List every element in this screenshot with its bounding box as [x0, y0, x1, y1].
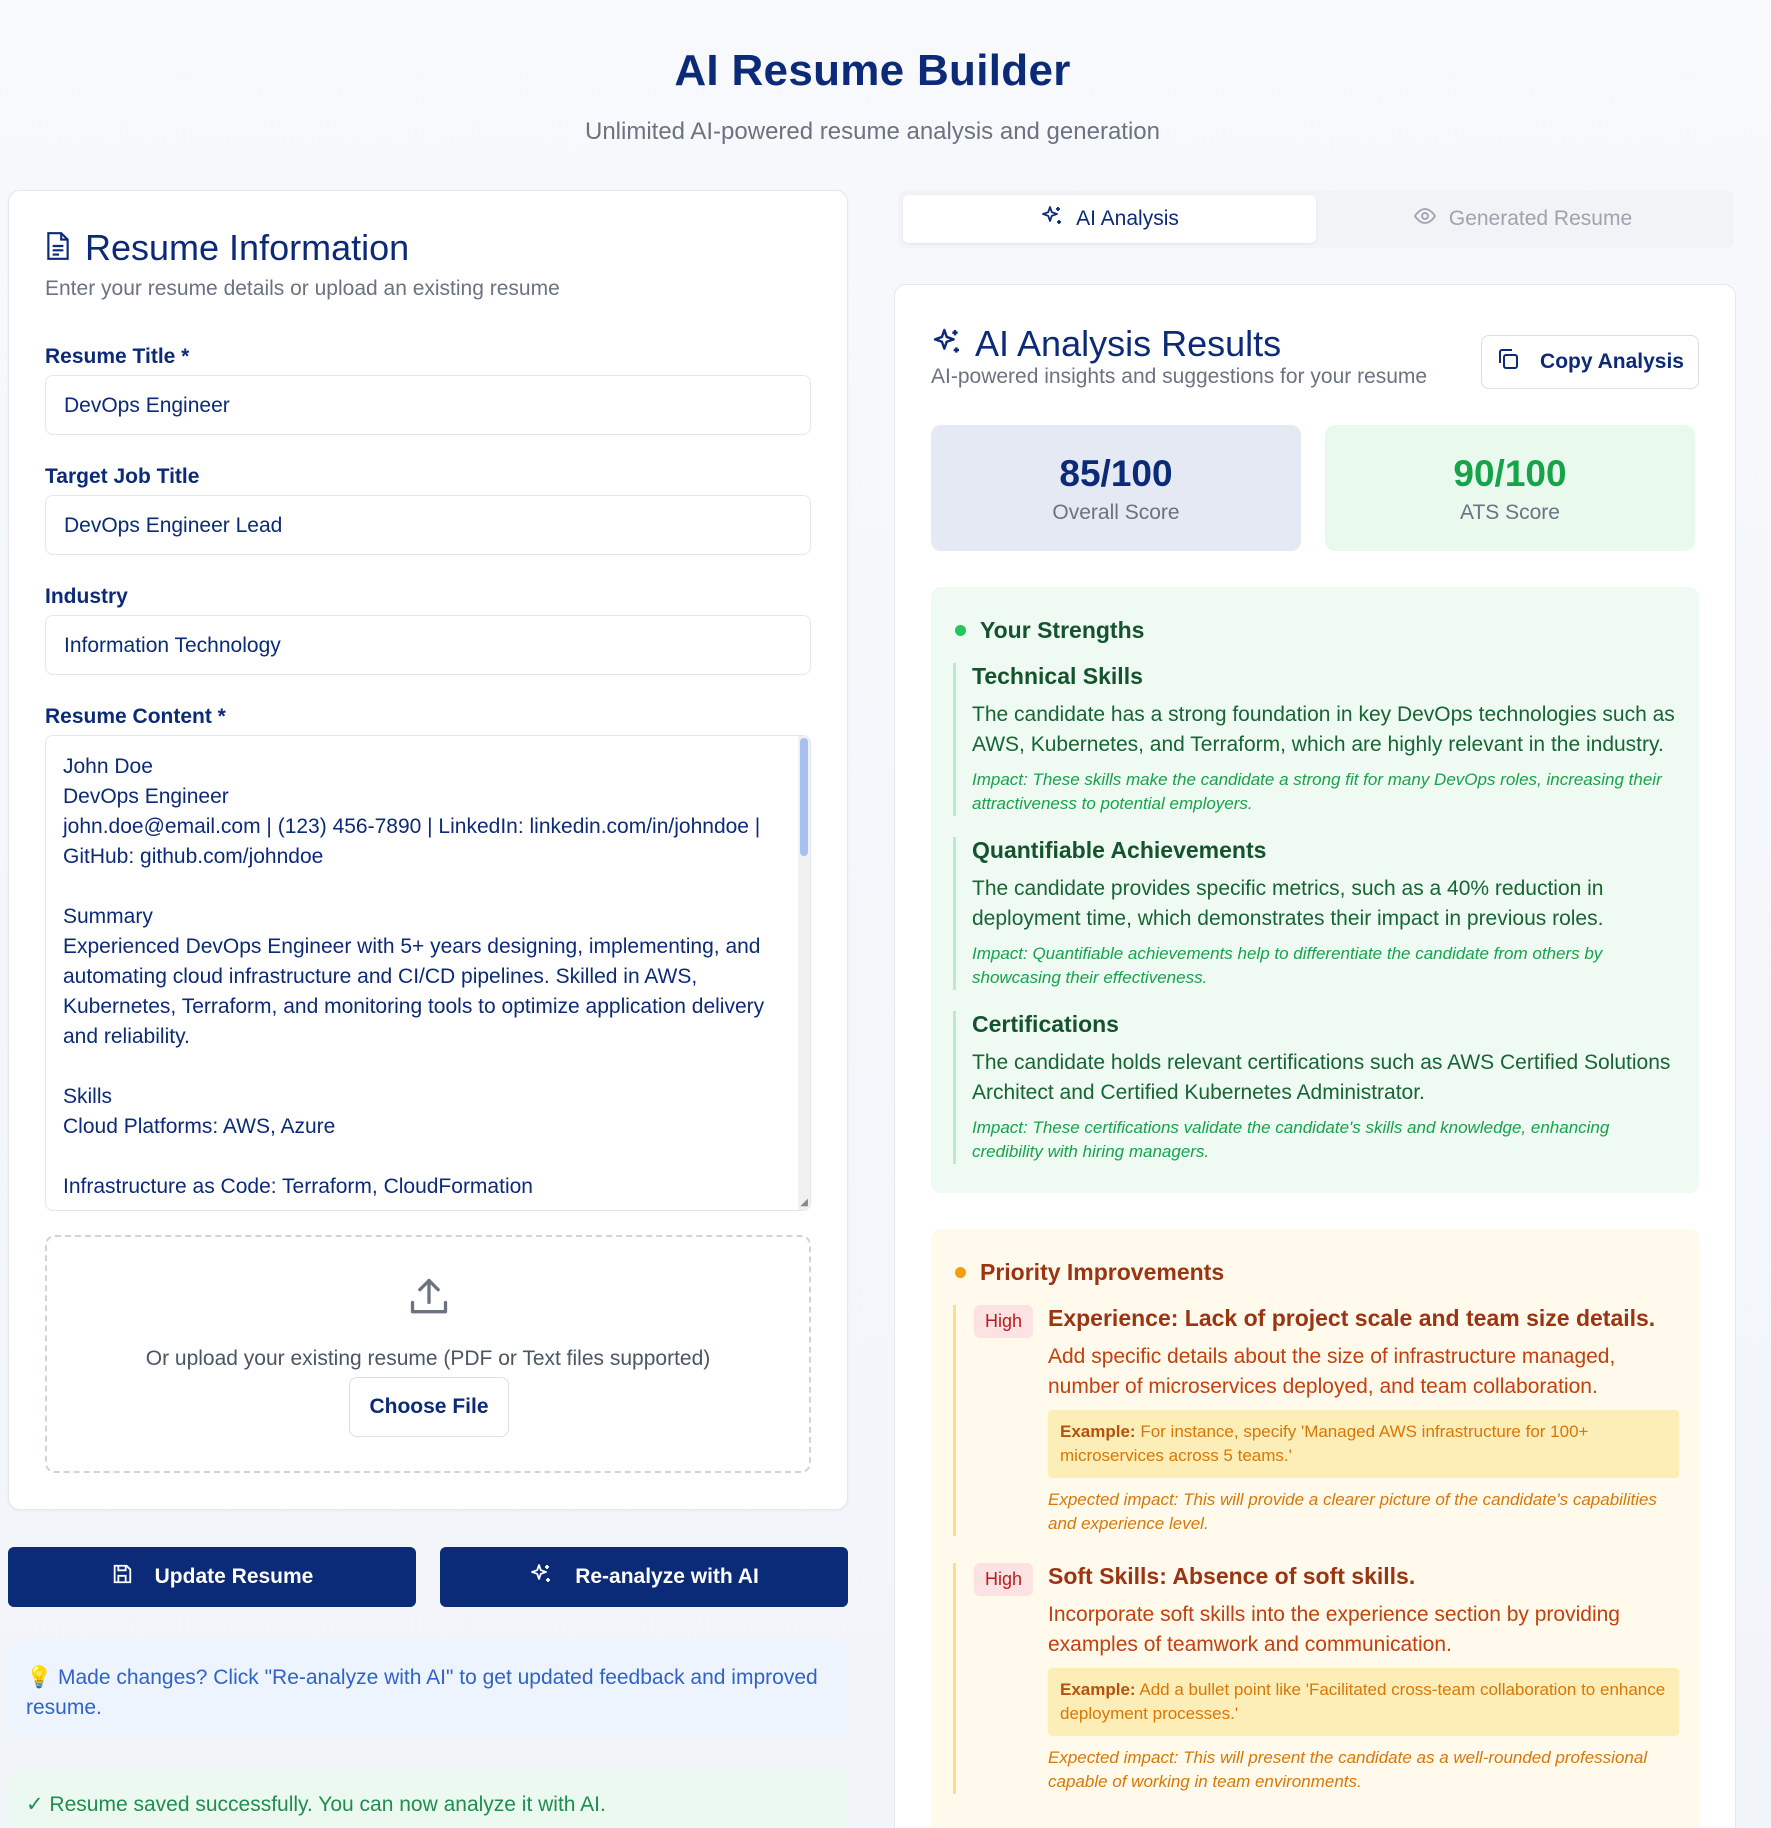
resume-content-textarea[interactable]	[45, 735, 811, 1211]
improvement-desc: Add specific details about the size of infrastructure managed, number of microservices deployed, and team collaboration.	[1048, 1345, 1616, 1398]
strength-item	[953, 663, 1679, 816]
resume-info-title: Resume Information	[85, 227, 410, 268]
improvements-section	[931, 1229, 1699, 1828]
strength-desc: The candidate provides specific metrics, such as a 40% reduction in deployment time, which demonstrates their impact in previous roles.	[972, 877, 1604, 930]
strength-item	[953, 837, 1679, 990]
strengths-section	[931, 587, 1699, 1193]
reanalyze-button[interactable]	[440, 1547, 848, 1607]
tip-message: 💡 Made changes? Click "Re-analyze with AI" to get updated feedback and improved resume.	[8, 1641, 848, 1737]
ats-score-label: ATS Score	[1460, 501, 1560, 524]
industry-input[interactable]: Information Technology	[45, 615, 811, 675]
analysis-title: AI Analysis Results	[975, 323, 1282, 364]
improvement-item	[953, 1305, 1679, 1536]
resume-content-text: John Doe DevOps Engineer john.doe@email.com | (123) 456-7890 | LinkedIn: linkedin.com/in/johndoe | GitHub: github.com/johndoe Summary Experienced DevOps Engineer with 5+ years designing, implementing, and automating cloud infrastructure and CI/CD pipelines. Skilled in AWS, Kubernetes, Terraform, and monitoring tools to optimize application delivery and reliability. Skills Cloud Platforms: AWS, Azure Infrastructure as Code: Terraform, CloudFormation	[63, 755, 765, 1198]
tab-label: AI Analysis	[1076, 207, 1179, 230]
result-tabs	[898, 190, 1734, 248]
document-icon	[45, 231, 71, 266]
copy-icon	[1496, 347, 1520, 377]
improvement-desc: Incorporate soft skills into the experience section by providing examples of teamwork and communication.	[1048, 1603, 1620, 1656]
resume-title-input[interactable]: DevOps Engineer	[45, 375, 811, 435]
upload-dropzone[interactable]	[45, 1235, 811, 1473]
copy-analysis-label: Copy Analysis	[1540, 350, 1684, 373]
upload-text: Or upload your existing resume (PDF or Text files supported)	[145, 1347, 711, 1370]
card-title	[45, 227, 409, 269]
improvements-heading	[955, 1259, 1224, 1286]
improvement-impact: Expected impact: This will provide a clearer picture of the candidate's capabilities and experience level.	[1048, 1490, 1657, 1533]
overall-score-label: Overall Score	[1052, 501, 1180, 524]
priority-badge: High	[974, 1563, 1033, 1596]
resume-info-subtitle: Enter your resume details or upload an existing resume	[45, 277, 560, 300]
example-label: Example:	[1060, 1422, 1136, 1441]
improvement-title: Experience: Lack of project scale and team size details.	[1048, 1305, 1656, 1331]
scroll-thumb[interactable]	[800, 738, 808, 856]
orange-dot-icon	[955, 1267, 966, 1278]
ats-score-value: 90/100	[1453, 453, 1567, 494]
priority-badge: High	[974, 1305, 1033, 1338]
green-dot-icon	[955, 625, 966, 636]
resume-content-label: Resume Content *	[45, 705, 226, 728]
success-message: ✓ Resume saved successfully. You can now analyze it with AI.	[8, 1770, 848, 1828]
strength-desc: The candidate has a strong foundation in key DevOps technologies such as AWS, Kubernetes, and Terraform, which are highly relevant in the industry.	[972, 703, 1675, 756]
overall-score-card	[931, 425, 1301, 551]
strength-item	[953, 1011, 1679, 1164]
strength-title: Technical Skills	[972, 663, 1143, 689]
improvement-example	[1048, 1410, 1679, 1478]
strength-impact: Impact: Quantifiable achievements help to differentiate the candidate from others by showcasing their effectiveness.	[972, 944, 1603, 987]
target-job-input[interactable]: DevOps Engineer Lead	[45, 495, 811, 555]
page-header	[0, 0, 1745, 146]
reanalyze-label: Re-analyze with AI	[575, 1565, 759, 1588]
improvement-item	[953, 1563, 1679, 1794]
analysis-title-row	[931, 323, 1281, 365]
resume-information-card	[8, 190, 848, 1510]
improvement-example	[1048, 1668, 1679, 1736]
page-title: AI Resume Builder	[674, 46, 1071, 95]
example-label: Example:	[1060, 1680, 1136, 1699]
target-job-label: Target Job Title	[45, 465, 200, 488]
update-resume-button[interactable]	[8, 1547, 416, 1607]
strength-impact: Impact: These skills make the candidate a strong fit for many DevOps roles, increasing their attractiveness to potential employers.	[972, 770, 1662, 813]
strength-desc: The candidate holds relevant certifications such as AWS Certified Solutions Architect and Certified Kubernetes Administrator.	[972, 1051, 1671, 1104]
example-text: Add a bullet point like 'Facilitated cross-team collaboration to enhance deployment processes.'	[1060, 1680, 1666, 1723]
eye-icon	[1413, 204, 1437, 234]
strength-impact: Impact: These certifications validate the candidate's skills and knowledge, enhancing credibility with hiring managers.	[972, 1118, 1610, 1161]
strengths-heading	[955, 617, 1144, 644]
sparkles-icon	[931, 326, 963, 363]
sparkles-icon	[1040, 204, 1064, 234]
page-subtitle: Unlimited AI-powered resume analysis and generation	[585, 118, 1160, 145]
sparkles-icon	[529, 1562, 553, 1592]
analysis-subtitle: AI-powered insights and suggestions for your resume	[931, 365, 1428, 388]
ats-score-card	[1325, 425, 1695, 551]
copy-analysis-button[interactable]	[1481, 335, 1699, 389]
choose-file-button[interactable]: Choose File	[349, 1377, 509, 1437]
ai-analysis-card	[894, 284, 1736, 1828]
tab-ai-analysis[interactable]	[903, 195, 1316, 243]
update-resume-label: Update Resume	[154, 1565, 314, 1588]
strength-title: Certifications	[972, 1011, 1119, 1037]
strength-title: Quantifiable Achievements	[972, 837, 1267, 863]
resize-grip-icon[interactable]: ◢	[800, 1197, 808, 1208]
upload-icon	[407, 1275, 451, 1324]
improvements-heading-text: Priority Improvements	[980, 1259, 1225, 1285]
textarea-scrollbar[interactable]	[798, 736, 810, 1210]
save-icon	[111, 1563, 133, 1591]
tab-label: Generated Resume	[1448, 207, 1633, 230]
example-text: For instance, specify 'Managed AWS infrastructure for 100+ microservices across 5 teams.'	[1060, 1422, 1589, 1465]
overall-score-value: 85/100	[1059, 453, 1173, 494]
improvement-impact: Expected impact: This will present the candidate as a well-rounded professional capable of working in team environments.	[1048, 1748, 1648, 1791]
resume-title-label: Resume Title *	[45, 345, 190, 368]
strengths-heading-text: Your Strengths	[980, 617, 1145, 643]
industry-label: Industry	[45, 585, 128, 608]
tab-generated-resume[interactable]	[1316, 195, 1729, 243]
improvement-title: Soft Skills: Absence of soft skills.	[1048, 1563, 1416, 1589]
